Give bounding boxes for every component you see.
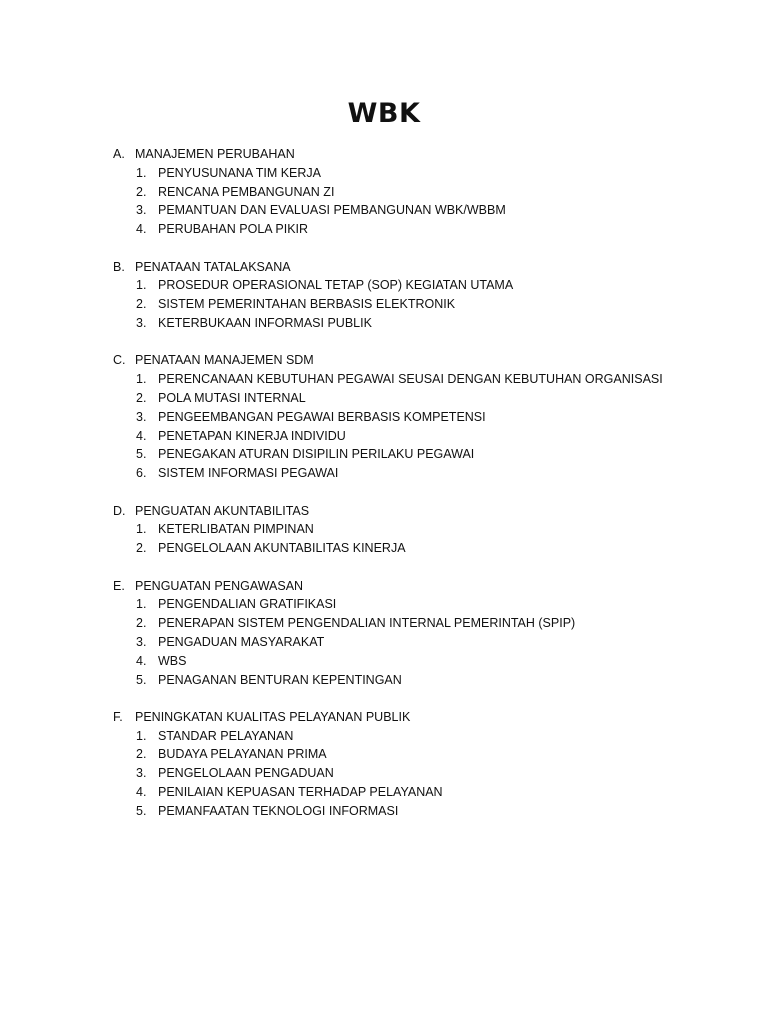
item-number: 4. (136, 785, 147, 800)
section-list (113, 145, 733, 839)
section-letter: D. (113, 503, 126, 518)
list-item (113, 539, 733, 558)
list-item (113, 276, 733, 295)
list-item (113, 595, 733, 614)
section-letter: B. (113, 259, 125, 274)
section (113, 708, 733, 821)
section-heading-text: PENATAAN MANAJEMEN SDM (135, 353, 314, 368)
section-heading-text: MANAJEMEN PERUBAHAN (135, 147, 295, 161)
item-text: PERENCANAAN KEBUTUHAN PEGAWAI SEUSAI DENGAN KEBUTUHAN ORGANISASI (158, 372, 663, 387)
list-item (113, 783, 733, 802)
list-item (113, 614, 733, 633)
document-title: WBK (347, 98, 421, 129)
item-text: KETERLIBATAN PIMPINAN (158, 522, 314, 537)
list-item (113, 389, 733, 408)
item-text: PEMANTUAN DAN EVALUASI PEMBANGUNAN WBK/WBBM (158, 203, 506, 218)
list-item (113, 671, 733, 690)
item-number: 3. (136, 634, 147, 649)
item-number: 3. (136, 766, 147, 781)
item-number: 1. (136, 728, 147, 743)
item-number: 5. (136, 447, 147, 462)
item-number: 2. (136, 541, 147, 556)
list-item (113, 370, 733, 389)
section-heading (113, 351, 733, 370)
item-text: PENGADUAN MASYARAKAT (158, 634, 325, 649)
section-heading (113, 145, 733, 164)
item-text: SISTEM PEMERINTAHAN BERBASIS ELEKTRONIK (158, 297, 456, 312)
section (113, 145, 733, 239)
list-item (113, 633, 733, 652)
item-number: 2. (136, 616, 147, 631)
item-text: PENERAPAN SISTEM PENGENDALIAN INTERNAL PEMERINTAH (SPIP) (158, 616, 576, 631)
item-text: PENILAIAN KEPUASAN TERHADAP PELAYANAN (158, 785, 443, 800)
item-text: PENYUSUNANA TIM KERJA (158, 165, 322, 180)
item-number: 2. (136, 747, 147, 762)
item-number: 2. (136, 390, 147, 405)
item-number: 3. (136, 315, 147, 330)
item-text: PENGENDALIAN GRATIFIKASI (158, 597, 337, 612)
item-number: 5. (136, 672, 147, 687)
section-letter: F. (113, 709, 123, 724)
section-heading-text: PENGUATAN AKUNTABILITAS (135, 503, 310, 518)
list-item (113, 802, 733, 821)
section-heading-text: PENGUATAN PENGAWASAN (135, 578, 304, 593)
item-number: 3. (136, 409, 147, 424)
item-number: 1. (136, 522, 147, 537)
item-text: PENAGANAN BENTURAN KEPENTINGAN (158, 672, 402, 687)
item-number: 3. (136, 203, 147, 218)
list-item (113, 183, 733, 202)
item-text: PROSEDUR OPERASIONAL TETAP (SOP) KEGIATAN UTAMA (158, 278, 514, 293)
section-heading (113, 708, 733, 727)
section-letter: A. (113, 147, 125, 161)
section (113, 351, 733, 483)
list-item (113, 652, 733, 671)
list-item (113, 314, 733, 333)
list-item (113, 764, 733, 783)
section-heading-text: PENATAAN TATALAKSANA (135, 259, 291, 274)
section (113, 577, 733, 690)
item-number: 4. (136, 653, 147, 668)
section-letter: C. (113, 353, 126, 368)
list-item (113, 427, 733, 446)
item-number: 1. (136, 165, 147, 180)
section-heading (113, 502, 733, 521)
item-text: STANDAR PELAYANAN (158, 728, 294, 743)
list-item (113, 745, 733, 764)
section-heading (113, 577, 733, 596)
section (113, 258, 733, 333)
list-item (113, 220, 733, 239)
item-number: 4. (136, 428, 147, 443)
section-letter: E. (113, 578, 125, 593)
list-item (113, 445, 733, 464)
item-text: WBS (158, 653, 187, 668)
section (113, 502, 733, 558)
list-item (113, 520, 733, 539)
list-item (113, 408, 733, 427)
item-text: KETERBUKAAN INFORMASI PUBLIK (158, 315, 372, 330)
section-heading (113, 258, 733, 277)
section-heading-text: PENINGKATAN KUALITAS PELAYANAN PUBLIK (135, 709, 411, 724)
item-number: 4. (136, 222, 147, 237)
item-number: 5. (136, 803, 147, 818)
list-item (113, 201, 733, 220)
list-item (113, 727, 733, 746)
item-text: PENGELOLAAN PENGADUAN (158, 766, 334, 781)
item-text: SISTEM INFORMASI PEGAWAI (158, 466, 339, 481)
list-item (113, 164, 733, 183)
item-text: PENEGAKAN ATURAN DISIPILIN PERILAKU PEGAWAI (158, 447, 475, 462)
item-number: 1. (136, 372, 147, 387)
item-number: 1. (136, 597, 147, 612)
item-text: PENETAPAN KINERJA INDIVIDU (158, 428, 346, 443)
item-text: BUDAYA PELAYANAN PRIMA (158, 747, 327, 762)
item-number: 1. (136, 278, 147, 293)
list-item (113, 464, 733, 483)
item-text: PENGEEMBANGAN PEGAWAI BERBASIS KOMPETENSI (158, 409, 486, 424)
item-text: PERUBAHAN POLA PIKIR (158, 222, 309, 237)
item-number: 6. (136, 466, 147, 481)
item-text: PENGELOLAAN AKUNTABILITAS KINERJA (158, 541, 406, 556)
item-number: 2. (136, 297, 147, 312)
item-number: 2. (136, 184, 147, 199)
list-item (113, 295, 733, 314)
item-text: RENCANA PEMBANGUNAN ZI (158, 184, 335, 199)
item-text: PEMANFAATAN TEKNOLOGI INFORMASI (158, 803, 399, 818)
item-text: POLA MUTASI INTERNAL (158, 390, 306, 405)
